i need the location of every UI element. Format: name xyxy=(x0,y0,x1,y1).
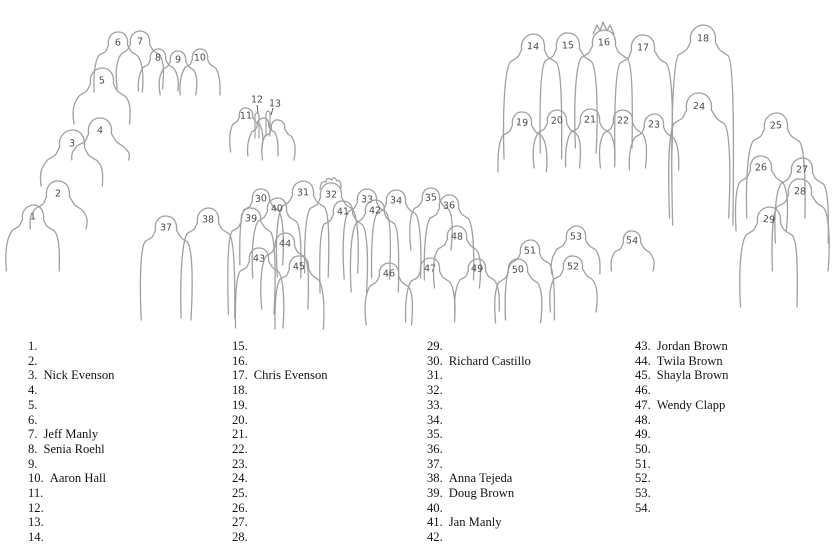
legend-entry xyxy=(427,427,531,442)
legend-entry xyxy=(427,457,531,472)
legend-entry xyxy=(427,442,531,457)
person-figure-14 xyxy=(504,34,562,159)
figure-number: 38 xyxy=(201,214,215,226)
figure-number: 3 xyxy=(68,138,76,150)
figure-outline xyxy=(615,35,673,160)
legend-entry-number: 47. xyxy=(635,397,651,412)
legend-entry-number: 53. xyxy=(635,486,651,501)
legend-entry xyxy=(232,368,328,383)
legend-entry-number: 9. xyxy=(28,456,38,471)
legend-entry xyxy=(232,515,328,530)
legend-entry-number: 15. xyxy=(232,339,248,353)
legend-entry-name: Senia Roehl xyxy=(43,441,105,456)
person-figure-1 xyxy=(6,205,59,271)
legend-entry xyxy=(427,354,531,369)
legend-column-4 xyxy=(635,339,728,515)
person-figure-27 xyxy=(775,158,829,243)
legend-entry-name: Richard Castillo xyxy=(448,353,531,368)
figure-number: 7 xyxy=(136,36,144,48)
figure-number: 33 xyxy=(360,194,374,206)
figure-number: 34 xyxy=(389,195,403,207)
person-figure-54 xyxy=(611,231,654,271)
legend-entry-name: Wendy Clapp xyxy=(656,397,726,412)
figure-number: 37 xyxy=(159,222,173,234)
legend-entry xyxy=(427,515,531,530)
figure-outline xyxy=(672,25,734,225)
person-figure-37 xyxy=(140,216,192,320)
legend-entry-number: 54. xyxy=(635,500,651,515)
person-figure-2 xyxy=(30,181,87,229)
person-figure-4 xyxy=(72,118,130,160)
legend-entry xyxy=(635,457,728,472)
legend-entry-number: 40. xyxy=(427,500,443,515)
legend-entry-number: 20. xyxy=(232,412,248,427)
legend-entry-number: 5. xyxy=(28,397,38,412)
legend-entry xyxy=(635,427,728,442)
legend-entry xyxy=(28,368,114,383)
person-figure-17 xyxy=(615,35,673,160)
legend-entry-number: 51. xyxy=(635,456,651,471)
name-legend xyxy=(0,339,840,554)
legend-entry-number: 29. xyxy=(427,339,443,353)
legend-entry-number: 41. xyxy=(427,515,443,530)
legend-entry xyxy=(427,486,531,501)
figure-number: 43 xyxy=(252,253,266,265)
legend-column-3 xyxy=(427,339,531,545)
raised-arm xyxy=(266,111,270,136)
legend-entry-number: 17. xyxy=(232,368,248,383)
figure-number: 5 xyxy=(98,75,106,87)
person-figure-11 xyxy=(230,108,263,152)
legend-entry xyxy=(28,427,114,442)
legend-entry-number: 37. xyxy=(427,456,443,471)
legend-entry-number: 52. xyxy=(635,471,651,486)
figure-number: 9 xyxy=(174,54,182,66)
legend-entry xyxy=(232,486,328,501)
number-leader-line xyxy=(257,105,258,113)
legend-entry-number: 26. xyxy=(232,500,248,515)
legend-entry-name: Doug Brown xyxy=(448,486,515,501)
legend-column-2 xyxy=(232,339,328,545)
figure-number: 50 xyxy=(511,264,525,276)
figure-number: 20 xyxy=(550,115,564,127)
legend-entry xyxy=(232,398,328,413)
figure-number: 19 xyxy=(515,117,529,129)
person-figure-10 xyxy=(180,49,220,95)
legend-entry-name: Chris Evenson xyxy=(253,368,328,383)
person-figure-26 xyxy=(735,156,787,231)
legend-entry xyxy=(28,339,114,354)
legend-entry-number: 7. xyxy=(28,427,38,442)
person-figure-15 xyxy=(540,33,597,153)
person-figure-50 xyxy=(495,259,542,323)
figure-number: 35 xyxy=(424,192,438,204)
figure-number: 39 xyxy=(244,213,258,225)
legend-entry-name: Jordan Brown xyxy=(656,339,728,353)
person-figure-29 xyxy=(740,207,798,307)
person-figure-51 xyxy=(505,240,554,320)
legend-entry-number: 25. xyxy=(232,486,248,501)
person-figure-5 xyxy=(73,68,130,124)
legend-entry-name: Anna Tejeda xyxy=(448,471,513,486)
legend-entry xyxy=(28,515,114,530)
legend-entry xyxy=(28,486,114,501)
legend-entry xyxy=(232,457,328,472)
figure-number: 53 xyxy=(569,231,583,243)
legend-entry-number: 6. xyxy=(28,412,38,427)
legend-entry xyxy=(427,339,531,354)
legend-entry-number: 10. xyxy=(28,471,44,486)
legend-entry xyxy=(28,471,114,486)
legend-entry-number: 28. xyxy=(232,530,248,545)
person-figure-49 xyxy=(455,259,500,311)
legend-entry-number: 33. xyxy=(427,397,443,412)
figure-number: 18 xyxy=(696,33,710,45)
figure-number: 13 xyxy=(268,98,282,110)
person-figure-47 xyxy=(406,258,455,322)
legend-entry xyxy=(28,501,114,516)
legend-entry xyxy=(427,368,531,383)
figure-number: 48 xyxy=(450,231,464,243)
legend-entry-number: 39. xyxy=(427,486,443,501)
figure-number: 23 xyxy=(647,119,661,131)
figure-number: 8 xyxy=(154,52,162,64)
legend-entry-number: 13. xyxy=(28,515,44,530)
legend-entry-number: 12. xyxy=(28,500,44,515)
figure-number: 1 xyxy=(29,211,37,223)
legend-entry-number: 1. xyxy=(28,339,38,353)
legend-entry xyxy=(232,383,328,398)
person-figure-38 xyxy=(181,208,235,318)
legend-entry-number: 48. xyxy=(635,412,651,427)
legend-entry xyxy=(232,501,328,516)
legend-entry-name: Jan Manly xyxy=(448,515,502,530)
legend-entry-number: 19. xyxy=(232,397,248,412)
legend-entry-number: 24. xyxy=(232,471,248,486)
figure-number: 47 xyxy=(423,263,437,275)
legend-entry xyxy=(232,339,328,354)
figure-number: 52 xyxy=(566,261,580,273)
legend-entry xyxy=(28,354,114,369)
legend-entry xyxy=(427,501,531,516)
legend-entry-name: Twila Brown xyxy=(656,353,723,368)
legend-entry-number: 4. xyxy=(28,383,38,398)
figure-number: 4 xyxy=(96,125,104,137)
legend-column-1 xyxy=(28,339,114,545)
legend-entry-name: Jeff Manly xyxy=(43,427,99,442)
legend-entry-number: 50. xyxy=(635,441,651,456)
legend-entry xyxy=(28,413,114,428)
legend-entry xyxy=(28,383,114,398)
person-figure-21 xyxy=(566,109,615,167)
person-figure-45 xyxy=(275,256,324,329)
figure-number: 45 xyxy=(292,261,306,273)
legend-entry xyxy=(635,354,728,369)
legend-entry-number: 30. xyxy=(427,353,443,368)
legend-entry xyxy=(28,457,114,472)
figure-number: 25 xyxy=(769,119,783,132)
legend-entry-number: 34. xyxy=(427,412,443,427)
legend-entry xyxy=(28,398,114,413)
figure-number: 10 xyxy=(193,52,207,65)
legend-entry-number: 11. xyxy=(28,486,44,501)
figure-number: 22 xyxy=(616,115,630,127)
figure-number: 44 xyxy=(278,238,292,250)
legend-entry-number: 21. xyxy=(232,427,248,442)
figure-number: 41 xyxy=(336,206,350,218)
legend-entry xyxy=(635,383,728,398)
figure-number: 2 xyxy=(54,188,62,200)
legend-entry xyxy=(427,413,531,428)
figure-number: 51 xyxy=(523,245,537,257)
figure-outline xyxy=(504,34,562,159)
legend-entry xyxy=(635,368,728,383)
figure-number: 40 xyxy=(270,203,284,215)
figure-number: 16 xyxy=(597,37,611,49)
legend-entry-number: 31. xyxy=(427,368,443,383)
legend-entry xyxy=(232,471,328,486)
person-figure-35 xyxy=(410,188,452,250)
figure-number: 12 xyxy=(250,94,264,106)
legend-entry-name: Nick Evenson xyxy=(43,368,115,383)
figure-number: 29 xyxy=(762,213,776,226)
person-figure-18 xyxy=(672,25,734,225)
figure-number: 36 xyxy=(442,200,456,212)
legend-entry xyxy=(635,339,728,354)
legend-entry-number: 8. xyxy=(28,441,38,456)
person-figure-52 xyxy=(550,256,597,312)
person-figure-28 xyxy=(772,179,829,271)
legend-entry xyxy=(232,354,328,369)
legend-entry xyxy=(635,471,728,486)
legend-entry xyxy=(232,442,328,457)
figure-number: 11 xyxy=(239,110,253,122)
legend-entry-number: 46. xyxy=(635,383,651,398)
figure-number: 27 xyxy=(795,164,809,176)
figure-number: 6 xyxy=(114,37,122,49)
legend-entry xyxy=(427,398,531,413)
legend-entry-name: Shayla Brown xyxy=(656,368,729,383)
figure-number: 17 xyxy=(636,42,650,54)
legend-entry-number: 14. xyxy=(28,530,44,545)
person-figure-34 xyxy=(372,190,421,278)
figure-number: 49 xyxy=(470,263,484,275)
legend-entry-number: 16. xyxy=(232,353,248,368)
person-figure-22 xyxy=(599,110,646,168)
legend-entry-number: 45. xyxy=(635,368,651,383)
legend-entry-number: 49. xyxy=(635,427,651,442)
figure-number: 46 xyxy=(382,268,396,280)
legend-entry-number: 3. xyxy=(28,368,38,383)
legend-entry-number: 32. xyxy=(427,383,443,398)
legend-entry xyxy=(635,413,728,428)
figure-number: 32 xyxy=(324,189,338,201)
figure-number: 24 xyxy=(692,100,706,113)
legend-entry-number: 27. xyxy=(232,515,248,530)
legend-entry xyxy=(427,471,531,486)
legend-entry-number: 35. xyxy=(427,427,443,442)
figure-outline xyxy=(72,118,130,160)
legend-entry-number: 2. xyxy=(28,353,38,368)
legend-entry-number: 18. xyxy=(232,383,248,398)
legend-entry xyxy=(427,383,531,398)
legend-entry-number: 36. xyxy=(427,441,443,456)
legend-entry-number: 38. xyxy=(427,471,443,486)
figure-number: 54 xyxy=(625,235,639,247)
legend-entry xyxy=(635,501,728,516)
figure-number: 42 xyxy=(368,205,382,217)
legend-entry xyxy=(232,530,328,545)
legend-entry xyxy=(635,486,728,501)
legend-entry-number: 42. xyxy=(427,530,443,545)
figure-number: 15 xyxy=(561,39,575,52)
figure-number: 28 xyxy=(793,186,807,198)
legend-entry-name: Aaron Hall xyxy=(49,471,107,486)
legend-entry xyxy=(232,427,328,442)
legend-entry xyxy=(635,442,728,457)
figure-number: 26 xyxy=(754,162,768,174)
legend-entry-number: 43. xyxy=(635,339,651,353)
legend-entry xyxy=(427,530,531,545)
legend-entry xyxy=(232,413,328,428)
legend-entry xyxy=(28,442,114,457)
legend-entry-number: 44. xyxy=(635,353,651,368)
legend-entry xyxy=(635,398,728,413)
figure-number: 31 xyxy=(296,187,310,199)
person-figure-8 xyxy=(138,49,178,91)
legend-entry-number: 22. xyxy=(232,441,248,456)
legend-entry xyxy=(28,530,114,545)
figure-number: 14 xyxy=(526,40,540,53)
legend-entry-number: 23. xyxy=(232,456,248,471)
figure-number: 30 xyxy=(254,193,268,205)
figure-number: 21 xyxy=(583,114,597,126)
